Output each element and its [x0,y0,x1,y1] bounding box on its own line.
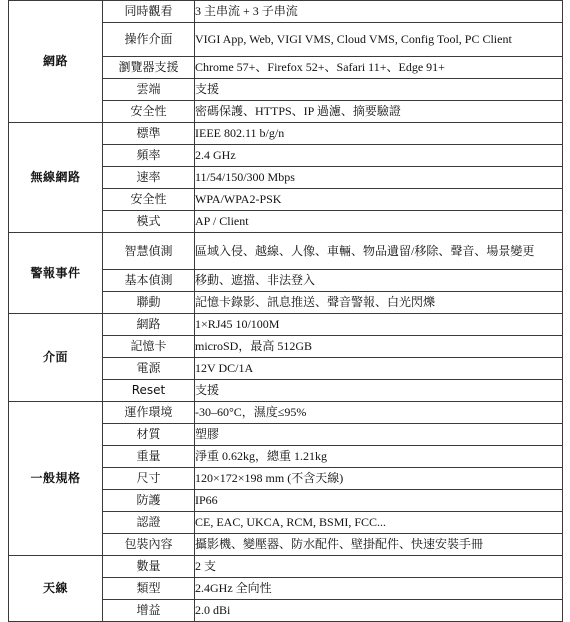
row-label: 類型 [103,578,195,600]
row-label: 尺寸 [103,468,195,490]
row-value: CE, EAC, UKCA, RCM, BSMI, FCC... [195,512,563,534]
row-value: 2 支 [195,556,563,578]
row-value: IP66 [195,490,563,512]
row-label: 聯動 [103,292,195,314]
section-title-antenna: 天線 [9,556,103,622]
row-label: 運作環境 [103,402,195,424]
row-value: 120×172×198 mm (不含天線) [195,468,563,490]
row-value: 區域入侵、越線、人像、車輛、物品遺留/移除、聲音、場景變更 [195,233,563,270]
row-value: 11/54/150/300 Mbps [195,167,563,189]
row-label: 基本偵測 [103,270,195,292]
row-label: 智慧偵測 [103,233,195,270]
table-row [9,556,563,578]
row-label: 認證 [103,512,195,534]
table-row [9,402,563,424]
section-title-network: 網路 [9,1,103,123]
row-label: 增益 [103,600,195,622]
row-value: 密碼保護、HTTPS、IP 過濾、摘要驗證 [195,101,563,123]
row-label: 電源 [103,358,195,380]
row-label: 記憶卡 [103,336,195,358]
row-value: WPA/WPA2-PSK [195,189,563,211]
row-label: 瀏覽器支援 [103,57,195,79]
row-label: 頻率 [103,145,195,167]
row-label: 操作介面 [103,23,195,57]
row-label: 雲端 [103,79,195,101]
row-label: 安全性 [103,101,195,123]
row-value: VIGI App, Web, VIGI VMS, Cloud VMS, Config Tool, PC Client [195,23,563,57]
spec-table [8,0,563,622]
row-value: 2.0 dBi [195,600,563,622]
row-label: 標準 [103,123,195,145]
row-value: 1×RJ45 10/100M [195,314,563,336]
table-row [9,123,563,145]
table-row [9,233,563,270]
row-value: 攝影機、變壓器、防水配件、壁掛配件、快速安裝手冊 [195,534,563,556]
row-value: 支援 [195,380,563,402]
row-value: microSD，最高 512GB [195,336,563,358]
row-value: Chrome 57+、Firefox 52+、Safari 11+、Edge 91+ [195,57,563,79]
table-row [9,1,563,23]
row-value: 淨重 0.62kg，總重 1.21kg [195,446,563,468]
table-row [9,314,563,336]
row-label: 數量 [103,556,195,578]
section-title-interface: 介面 [9,314,103,402]
row-value: 2.4 GHz [195,145,563,167]
row-label: 網路 [103,314,195,336]
row-label: 包裝內容 [103,534,195,556]
row-value: 移動、遮擋、非法登入 [195,270,563,292]
row-value: 2.4GHz 全向性 [195,578,563,600]
section-title-alarm-events: 警報事件 [9,233,103,314]
row-value: 12V DC/1A [195,358,563,380]
row-label: 模式 [103,211,195,233]
row-value: AP / Client [195,211,563,233]
row-value: 塑膠 [195,424,563,446]
row-value: 支援 [195,79,563,101]
row-label: 防護 [103,490,195,512]
section-title-wireless: 無線網路 [9,123,103,233]
row-value: 3 主串流 + 3 子串流 [195,1,563,23]
row-label: 材質 [103,424,195,446]
row-label: 同時觀看 [103,1,195,23]
row-value: -30–60°C，濕度≤95% [195,402,563,424]
row-value: 記憶卡錄影、訊息推送、聲音警報、白光閃爍 [195,292,563,314]
row-label: Reset [103,380,195,402]
row-value: IEEE 802.11 b/g/n [195,123,563,145]
row-label: 速率 [103,167,195,189]
section-title-general: 一般規格 [9,402,103,556]
row-label: 安全性 [103,189,195,211]
row-label: 重量 [103,446,195,468]
spec-sheet [8,0,562,617]
